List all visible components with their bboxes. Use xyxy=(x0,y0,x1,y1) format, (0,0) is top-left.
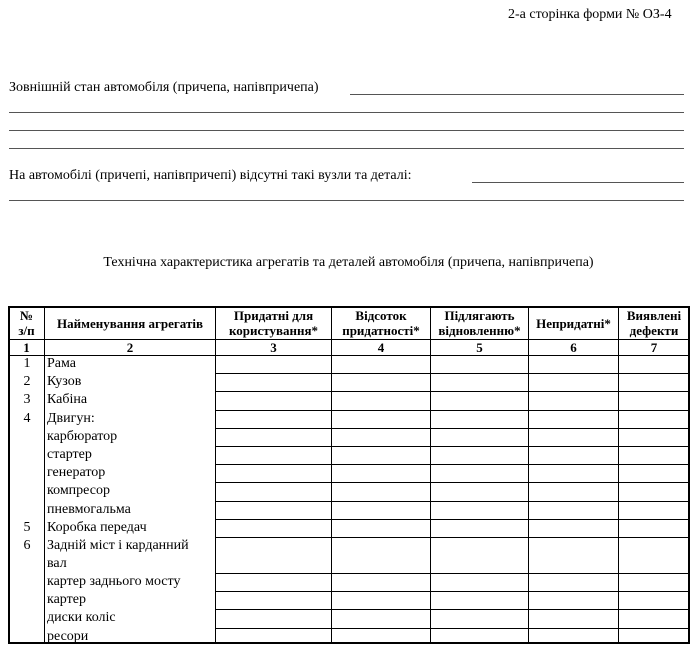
row-index: 4 xyxy=(23,410,31,426)
header-defects: Виявлені дефекти xyxy=(626,308,682,338)
external-state-field-line-4[interactable] xyxy=(9,148,684,149)
column-number: 3 xyxy=(270,340,277,355)
missing-parts-label: На автомобілі (причепі, напівпричепі) відсутні такі вузли та деталі: xyxy=(9,168,412,183)
table-input-cell[interactable] xyxy=(332,628,430,646)
table-input-cell[interactable] xyxy=(529,446,618,464)
table-input-cell[interactable] xyxy=(619,519,690,537)
external-state-field[interactable] xyxy=(350,94,684,95)
header-to-restore: Підлягають відновленню* xyxy=(438,308,521,338)
row-unit-name: карбюратор xyxy=(47,428,118,444)
row-unit-name: картер заднього мосту xyxy=(47,574,181,589)
table-input-cell[interactable] xyxy=(216,410,331,428)
table-input-cell[interactable] xyxy=(619,609,690,627)
table-input-cell[interactable] xyxy=(431,609,528,627)
table-input-cell[interactable] xyxy=(332,573,430,591)
table-title: Технічна характеристика агрегатів та деталей автомобіля (причепа, напівпричепа) xyxy=(103,255,594,270)
table-input-cell[interactable] xyxy=(332,537,430,573)
table-input-cell[interactable] xyxy=(332,428,430,446)
column-divider xyxy=(44,306,45,644)
column-number: 2 xyxy=(126,340,134,355)
row-unit-name: ресори xyxy=(47,628,89,644)
row-unit-name: Коробка передач xyxy=(47,519,147,535)
table-input-cell[interactable] xyxy=(431,482,528,500)
table-input-cell[interactable] xyxy=(529,591,618,609)
table-input-cell[interactable] xyxy=(619,482,690,500)
external-state-field-line-3[interactable] xyxy=(9,130,684,131)
table-input-cell[interactable] xyxy=(619,537,690,573)
external-state-field-line-2[interactable] xyxy=(9,112,684,113)
table-input-cell[interactable] xyxy=(216,482,331,500)
table-input-cell[interactable] xyxy=(431,628,528,646)
table-input-cell[interactable] xyxy=(431,501,528,519)
column-number: 6 xyxy=(570,340,577,355)
row-unit-name: Рама xyxy=(47,356,76,371)
header-unusable: Непридатні* xyxy=(536,315,611,331)
table-input-cell[interactable] xyxy=(431,410,528,428)
row-unit-name: стартер xyxy=(47,447,92,462)
table-input-cell[interactable] xyxy=(216,446,331,464)
table-input-cell[interactable] xyxy=(332,482,430,500)
row-unit-name: Кабіна xyxy=(47,392,88,408)
table-input-cell[interactable] xyxy=(431,573,528,591)
table-input-cell[interactable] xyxy=(529,464,618,482)
table-input-cell[interactable] xyxy=(529,628,618,646)
table-input-cell[interactable] xyxy=(216,573,331,591)
table-input-cell[interactable] xyxy=(619,446,690,464)
row-unit-name: пневмогальма xyxy=(47,501,131,517)
table-input-cell[interactable] xyxy=(332,464,430,482)
table-input-cell[interactable] xyxy=(529,373,618,391)
table-input-cell[interactable] xyxy=(332,519,430,537)
table-input-cell[interactable] xyxy=(216,501,331,519)
missing-parts-field[interactable] xyxy=(472,182,684,183)
row-index: 3 xyxy=(23,392,31,408)
table-input-cell[interactable] xyxy=(431,519,528,537)
table-input-cell[interactable] xyxy=(216,591,331,609)
table-input-cell[interactable] xyxy=(529,428,618,446)
table-input-cell[interactable] xyxy=(619,573,690,591)
table-input-cell[interactable] xyxy=(431,428,528,446)
column-number: 5 xyxy=(476,340,483,355)
table-input-cell[interactable] xyxy=(332,446,430,464)
table-input-cell[interactable] xyxy=(529,482,618,500)
header-usable: Придатні для користування* xyxy=(228,308,319,338)
header-index: № з/п xyxy=(18,308,35,338)
header-unit-name: Найменування агрегатів xyxy=(57,315,203,331)
row-index: 1 xyxy=(23,356,31,371)
row-unit-name: компресор xyxy=(47,483,110,499)
table-input-cell[interactable] xyxy=(431,391,528,409)
table-input-cell[interactable] xyxy=(529,609,618,627)
table-input-cell[interactable] xyxy=(529,410,618,428)
table-input-cell[interactable] xyxy=(332,609,430,627)
table-input-cell[interactable] xyxy=(216,537,331,573)
table-input-cell[interactable] xyxy=(216,428,331,446)
table-input-cell[interactable] xyxy=(216,628,331,646)
row-index: 2 xyxy=(23,374,31,390)
header-usability-percent: Відсоток придатності* xyxy=(342,308,420,338)
row-unit-name: картер xyxy=(47,592,86,608)
table-input-cell[interactable] xyxy=(431,355,528,373)
table-input-cell[interactable] xyxy=(529,355,618,373)
column-number: 7 xyxy=(650,340,658,355)
table-input-cell[interactable] xyxy=(431,537,528,573)
row-unit-name: генератор xyxy=(47,465,106,481)
table-input-cell[interactable] xyxy=(216,464,331,482)
table-input-cell[interactable] xyxy=(332,410,430,428)
table-input-cell[interactable] xyxy=(619,501,690,519)
table-input-cell[interactable] xyxy=(529,573,618,591)
table-input-cell[interactable] xyxy=(332,355,430,373)
table-input-cell[interactable] xyxy=(619,428,690,446)
table-input-cell[interactable] xyxy=(619,628,690,646)
table-input-cell[interactable] xyxy=(216,609,331,627)
row-unit-name: Двигун: xyxy=(47,410,95,426)
table-input-cell[interactable] xyxy=(332,591,430,609)
row-unit-name: Кузов xyxy=(47,374,82,390)
table-input-cell[interactable] xyxy=(619,355,690,373)
missing-parts-field-line-2[interactable] xyxy=(9,200,684,201)
row-unit-name: Задній міст і карданний вал xyxy=(47,538,189,571)
table-input-cell[interactable] xyxy=(619,391,690,409)
table-input-cell[interactable] xyxy=(619,373,690,391)
table-input-cell[interactable] xyxy=(619,591,690,609)
table-input-cell[interactable] xyxy=(216,355,331,373)
column-number: 4 xyxy=(377,340,385,355)
form-reference: 2-а сторінка форми № ОЗ-4 xyxy=(508,7,672,22)
external-state-label: Зовнішній стан автомобіля (причепа, напівпричепа) xyxy=(9,80,319,95)
table-input-cell[interactable] xyxy=(529,537,618,573)
table-input-cell[interactable] xyxy=(216,519,331,537)
table-input-cell[interactable] xyxy=(332,373,430,391)
row-index: 5 xyxy=(23,519,31,535)
row-unit-name: диски коліс xyxy=(47,610,116,626)
table-input-cell[interactable] xyxy=(431,464,528,482)
column-number: 1 xyxy=(23,340,30,355)
table-input-cell[interactable] xyxy=(529,391,618,409)
table-input-cell[interactable] xyxy=(431,446,528,464)
table-input-cell[interactable] xyxy=(529,519,618,537)
table-input-cell[interactable] xyxy=(332,391,430,409)
table-input-cell[interactable] xyxy=(216,373,331,391)
table-input-cell[interactable] xyxy=(332,501,430,519)
table-input-cell[interactable] xyxy=(529,501,618,519)
table-input-cell[interactable] xyxy=(431,373,528,391)
table-input-cell[interactable] xyxy=(431,591,528,609)
table-input-cell[interactable] xyxy=(619,464,690,482)
table-input-cell[interactable] xyxy=(619,410,690,428)
table-input-cell[interactable] xyxy=(216,391,331,409)
row-index: 6 xyxy=(23,538,31,553)
